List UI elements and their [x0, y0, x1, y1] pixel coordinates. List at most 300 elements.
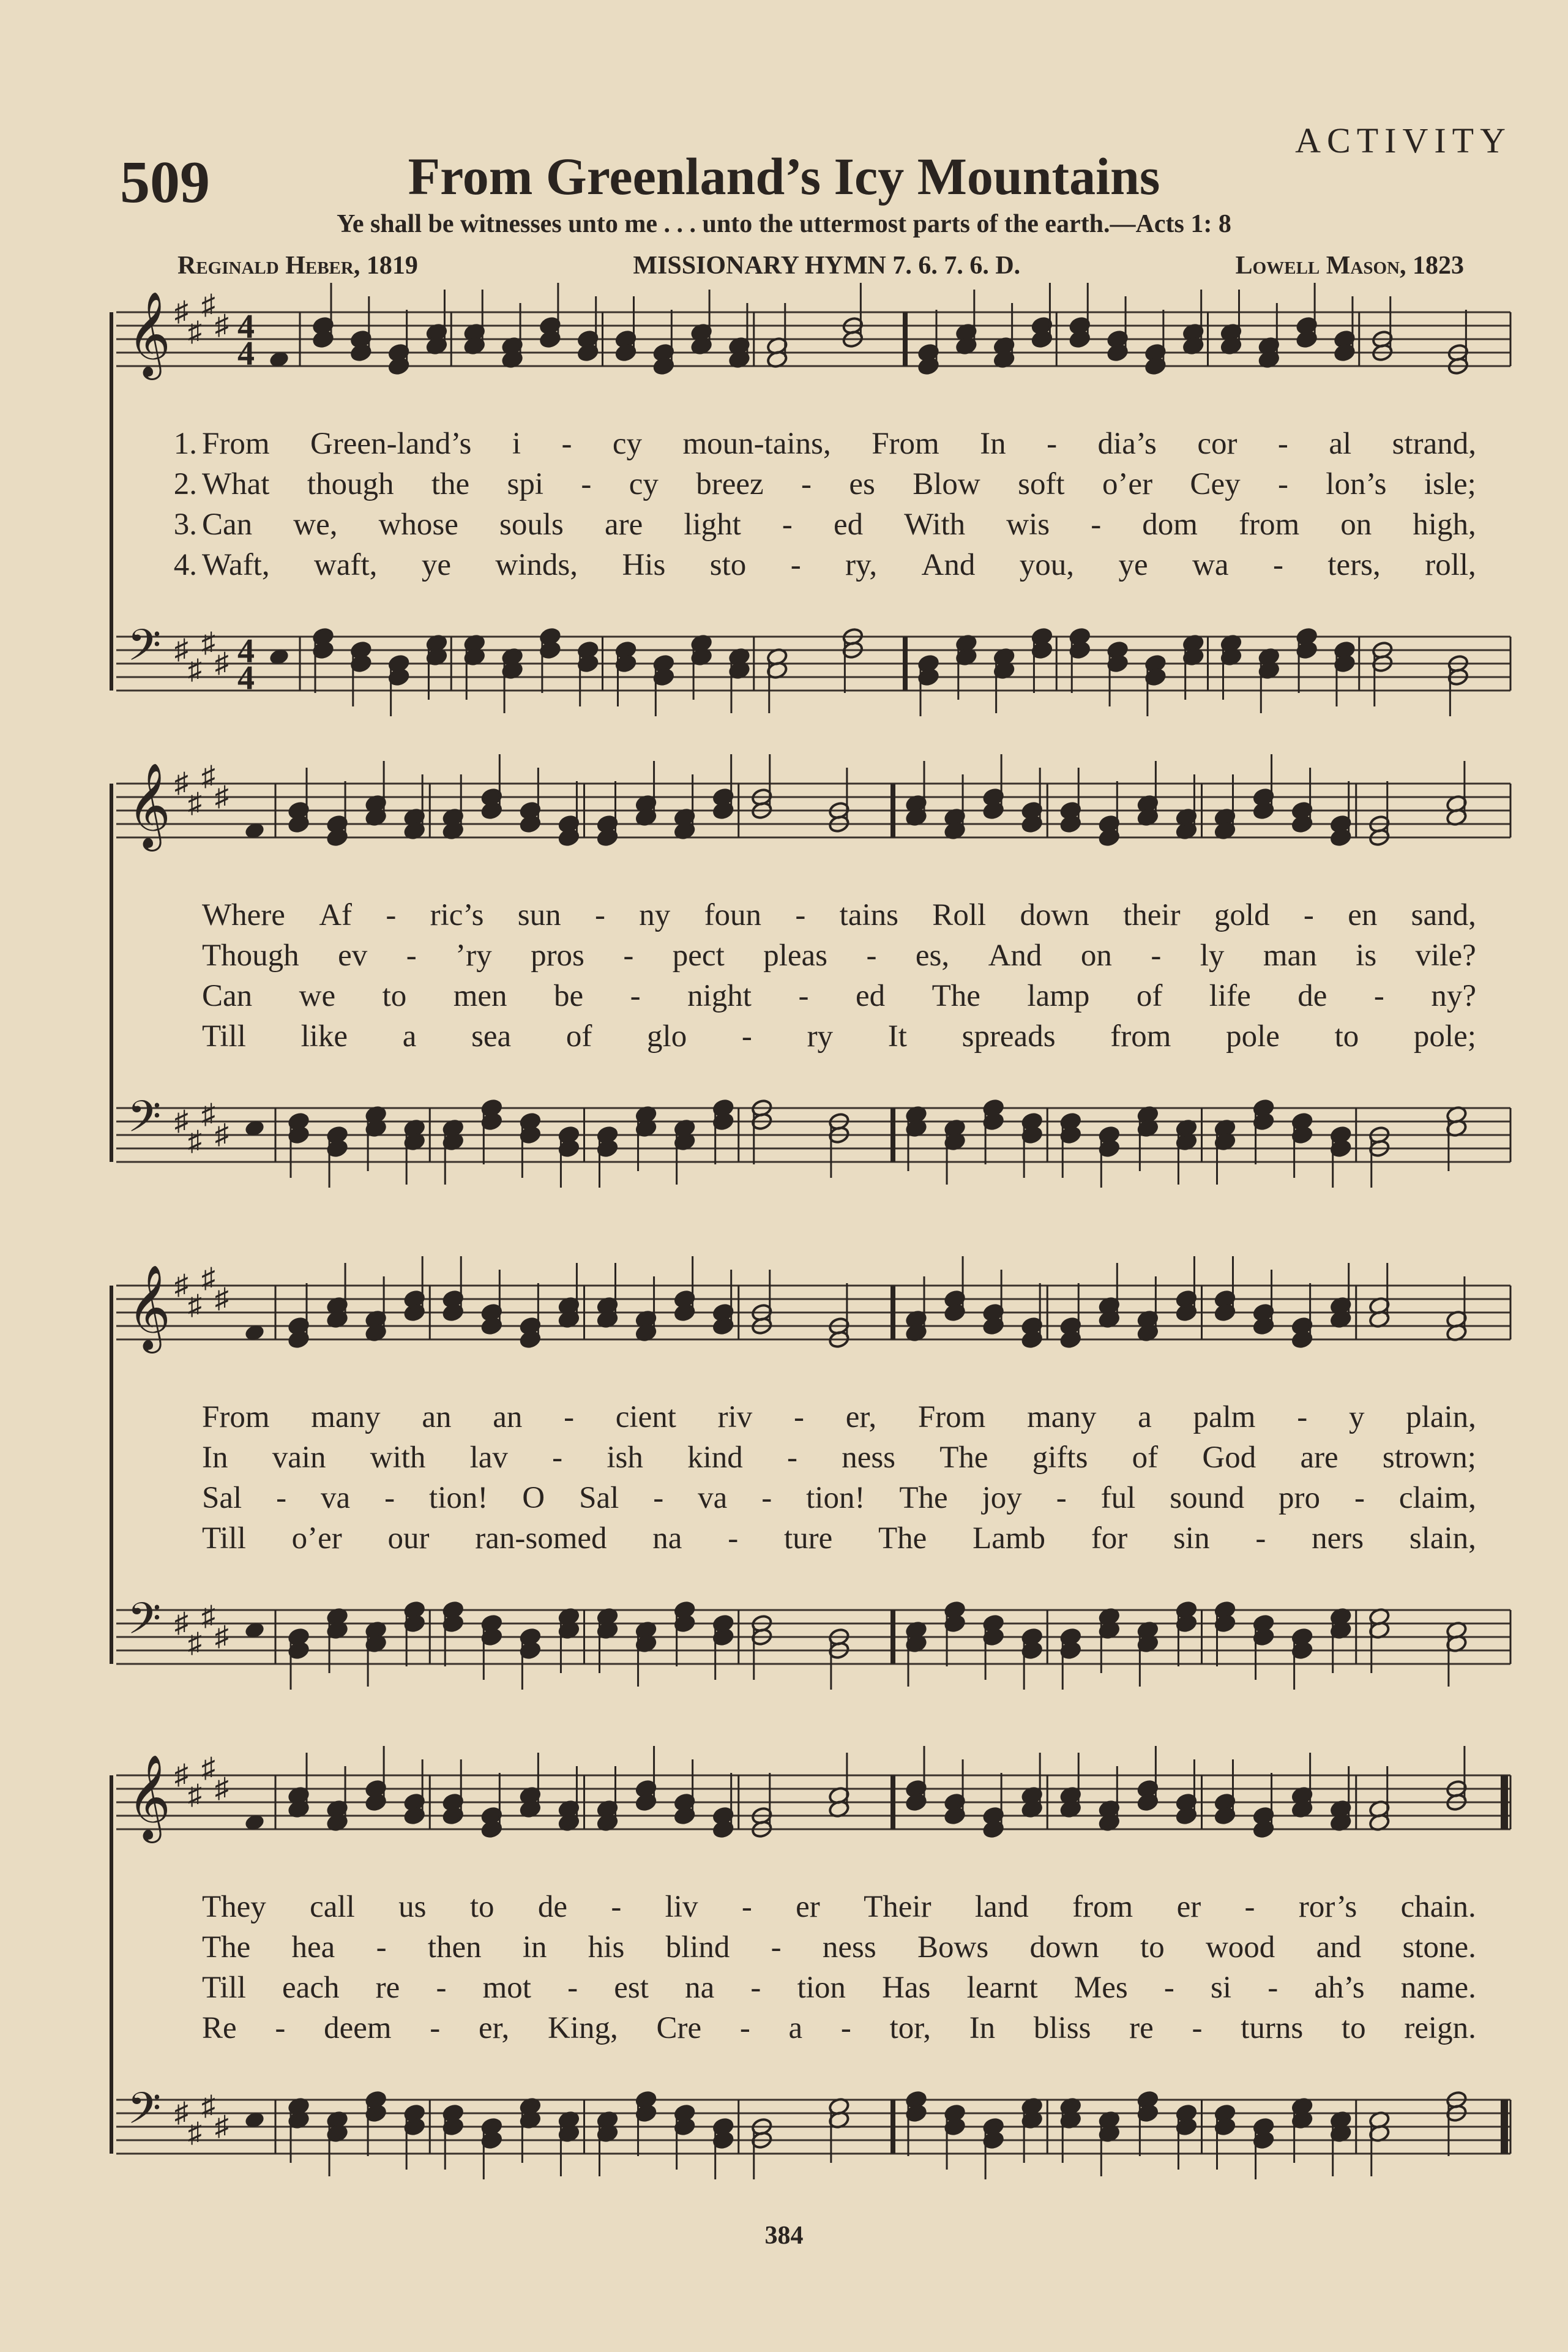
lyric-syllable: glo	[647, 1019, 687, 1054]
lyric-syllable: re	[375, 1971, 400, 2005]
lyric-syllable: Till	[202, 1521, 246, 1556]
lyric-syllable: soft	[1018, 467, 1065, 501]
lyric-syllable: ry	[807, 1019, 834, 1054]
lyric-syllable: The	[931, 979, 980, 1013]
lyric-syllable: Till	[202, 1019, 246, 1054]
lyric-syllable: de	[1297, 979, 1327, 1013]
lyric-syllable: -	[376, 1930, 387, 1964]
lyric-line	[173, 504, 1476, 545]
bass-staff	[116, 1092, 1510, 1188]
sharp-icon: ♯	[215, 1283, 229, 1314]
lyric-syllable: turns	[1241, 2011, 1304, 2045]
lyric-syllable: pro	[1279, 1481, 1321, 1515]
lyric-syllable: God	[1202, 1440, 1256, 1475]
lyric-syllable: many	[1027, 1400, 1097, 1434]
lyric-syllable: tion	[797, 1971, 846, 2005]
lyric-syllable: They	[202, 1890, 266, 1924]
lyric-syllable: ny?	[1431, 979, 1476, 1013]
lyric-syllable: call	[310, 1890, 355, 1924]
lyric-syllable: sun	[517, 898, 561, 932]
lyric-syllable: From	[202, 1400, 270, 1434]
lyric-syllable: And	[988, 938, 1042, 973]
bass-notes	[244, 1601, 1468, 1690]
sharp-icon: ♯	[201, 760, 215, 792]
lyric-syllable: ness	[842, 1440, 896, 1475]
lyric-syllable: joy	[982, 1481, 1022, 1515]
lyric-syllable: -	[795, 898, 806, 932]
sharp-icon: ♯	[174, 1105, 189, 1136]
lyric-syllable: breez	[696, 467, 764, 501]
lyric-syllable: an	[422, 1400, 452, 1434]
lyric-syllable: wis	[1006, 507, 1050, 542]
lyric-line	[202, 1518, 1476, 1559]
lyric-syllable: gifts	[1032, 1440, 1088, 1475]
composer-credit: Lowell Mason, 1823	[1235, 252, 1464, 280]
lyric-syllable: Re	[202, 2011, 237, 2045]
lyric-syllable: tor,	[889, 2011, 931, 2045]
lyric-syllable: cy	[612, 427, 643, 461]
lyric-syllable: lon’s	[1326, 467, 1387, 501]
lyric-syllable: -	[801, 467, 812, 501]
sharp-icon: ♯	[215, 1620, 229, 1652]
lyric-syllable: sin	[1173, 1521, 1210, 1556]
lyric-syllable: roll,	[1425, 548, 1476, 582]
lyric-syllable: With	[904, 507, 966, 542]
lyric-syllable: -	[564, 1400, 575, 1434]
treble-staff	[116, 1256, 1510, 1354]
lyric-syllable: -	[567, 1971, 578, 2005]
lyric-syllable: to	[1341, 2011, 1366, 2045]
lyric-syllable: vain	[272, 1440, 326, 1475]
lyric-syllable: Green-land’s	[310, 427, 472, 461]
lyric-syllable: -	[741, 1890, 752, 1924]
lyric-syllable: The	[878, 1521, 927, 1556]
lyric-syllable: cy	[629, 467, 659, 501]
bass-notes	[244, 1099, 1468, 1188]
lyric-syllable: tion!	[429, 1481, 488, 1515]
lyric-syllable: pole	[1226, 1019, 1280, 1054]
lyric-syllable: ric’s	[430, 898, 484, 932]
lyric-syllable: kind	[687, 1440, 743, 1475]
lyric-syllable: lav	[469, 1440, 508, 1475]
lyric-syllable: wa	[1192, 548, 1229, 582]
lyric-syllable: -	[1354, 1481, 1365, 1515]
bass-clef-icon: 𝄢	[127, 1594, 162, 1655]
lyric-syllable: From	[917, 1400, 986, 1434]
scripture-epigraph: Ye shall be witnesses unto me . . . unto the uttermost parts of the earth.—Acts 1: 8	[337, 210, 1231, 238]
lyric-syllable: -	[771, 1930, 782, 1964]
lyric-syllable: ye	[421, 548, 451, 582]
lyric-line	[202, 1437, 1476, 1478]
lyrics-block	[202, 895, 1476, 1057]
lyric-syllable: -	[866, 938, 877, 973]
lyric-syllable: learnt	[966, 1971, 1038, 2005]
sharp-icon: ♯	[174, 2097, 189, 2128]
treble-notes	[268, 283, 1469, 375]
lyric-syllable: plain,	[1406, 1400, 1476, 1434]
lyric-syllable: al	[1329, 427, 1352, 461]
lyric-syllable: Where	[202, 898, 285, 932]
lyric-syllable: moun-tains,	[682, 427, 831, 461]
lyric-syllable: a	[788, 2011, 803, 2045]
lyric-syllable: dom	[1142, 507, 1198, 542]
lyric-syllable: be	[554, 979, 584, 1013]
lyric-syllable: Roll	[932, 898, 987, 932]
lyric-syllable: -	[1056, 1481, 1067, 1515]
lyric-syllable: ed	[834, 507, 864, 542]
bass-staff	[116, 1594, 1510, 1690]
sharp-icon: ♯	[174, 1269, 189, 1300]
sharp-icon: ♯	[174, 296, 189, 327]
lyric-syllable: our	[387, 1521, 430, 1556]
lyric-syllable: to	[1140, 1930, 1165, 1964]
lyric-syllable: -	[384, 1481, 395, 1515]
lyric-syllable: lamp	[1027, 979, 1090, 1013]
treble-notes	[244, 1256, 1468, 1349]
lyric-syllable: pect	[672, 938, 725, 973]
lyric-syllable: sto	[709, 548, 747, 582]
sharp-icon: ♯	[174, 634, 189, 665]
lyric-syllable: pleas	[763, 938, 827, 973]
lyric-syllable: to	[469, 1890, 495, 1924]
lyric-syllable: on	[1080, 938, 1112, 973]
sharp-icon: ♯	[201, 1098, 215, 1129]
treble-staff	[116, 754, 1510, 852]
lyric-line	[202, 1968, 1476, 2008]
lyric-syllable: re	[1129, 2011, 1154, 2045]
lyric-syllable: dia’s	[1097, 427, 1157, 461]
lyric-syllable: -	[761, 1481, 772, 1515]
lyric-syllable: ly	[1200, 938, 1225, 973]
sharp-icon: ♯	[174, 1759, 189, 1790]
lyric-syllable: Sal	[202, 1481, 242, 1515]
lyric-syllable: cient	[615, 1400, 676, 1434]
lyric-syllable: deem	[324, 2011, 392, 2045]
sharp-icon: ♯	[188, 1125, 202, 1156]
lyric-syllable: and	[1316, 1930, 1362, 1964]
sharp-icon: ♯	[174, 1607, 189, 1638]
lyric-syllable: In	[202, 1440, 228, 1475]
lyric-syllable: Their	[864, 1890, 931, 1924]
treble-clef-icon: 𝄞	[127, 763, 171, 848]
lyric-syllable: -	[623, 938, 634, 973]
lyric-syllable: then	[427, 1930, 482, 1964]
lyric-syllable: ye	[1118, 548, 1148, 582]
lyric-syllable: est	[614, 1971, 649, 2005]
lyric-syllable: ful	[1100, 1481, 1136, 1515]
lyric-syllable: er	[796, 1890, 820, 1924]
lyric-syllable: -	[561, 427, 572, 461]
tune-name: MISSIONARY HYMN 7. 6. 7. 6. D.	[633, 252, 1021, 280]
lyric-syllable: to	[1334, 1019, 1359, 1054]
lyric-syllable: their	[1123, 898, 1181, 932]
lyric-line	[202, 1478, 1476, 1518]
treble-clef-icon: 𝄞	[127, 291, 171, 376]
lyric-syllable: It	[887, 1019, 907, 1054]
lyric-line	[202, 976, 1476, 1016]
lyric-syllable: ners	[1312, 1521, 1364, 1556]
lyric-syllable: gold	[1214, 898, 1270, 932]
lyric-syllable: down	[1029, 1930, 1099, 1964]
lyric-syllable: o’er	[291, 1521, 342, 1556]
time-signature: 4	[237, 659, 255, 697]
sharp-icon: ♯	[215, 309, 229, 340]
lyric-syllable: The	[202, 1930, 251, 1964]
lyric-syllable: spreads	[961, 1019, 1056, 1054]
lyric-syllable: His	[622, 548, 666, 582]
lyric-syllable: ran-somed	[475, 1521, 607, 1556]
lyric-syllable: na	[652, 1521, 682, 1556]
sharp-icon: ♯	[201, 1600, 215, 1631]
lyric-syllable: of	[566, 1019, 592, 1054]
lyric-syllable: -	[653, 1481, 664, 1515]
verse-number: 1.	[173, 427, 197, 461]
sharp-icon: ♯	[215, 2110, 229, 2141]
lyric-line	[202, 895, 1476, 935]
lyric-syllable: tion!	[806, 1481, 865, 1515]
lyric-syllable: ror’s	[1298, 1890, 1357, 1924]
lyric-syllable: wood	[1205, 1930, 1275, 1964]
lyric-syllable: ness	[822, 1930, 876, 1964]
lyrics-block	[173, 424, 1476, 585]
lyric-syllable: de	[537, 1890, 567, 1924]
lyric-syllable: -	[1303, 898, 1314, 932]
bass-clef-icon: 𝄢	[127, 2083, 162, 2144]
lyric-syllable: Lamb	[973, 1521, 1046, 1556]
sharp-icon: ♯	[201, 1752, 215, 1783]
lyric-syllable: from	[1110, 1019, 1171, 1054]
lyric-syllable: -	[1192, 2011, 1203, 2045]
lyric-syllable: en	[1348, 898, 1378, 932]
verse-number: 3.	[173, 507, 197, 542]
lyric-syllable: ah’s	[1314, 1971, 1365, 2005]
sharp-icon: ♯	[188, 1779, 202, 1810]
lyric-syllable: -	[1244, 1890, 1255, 1924]
lyric-syllable: ture	[783, 1521, 833, 1556]
lyric-syllable: -	[386, 898, 397, 932]
lyric-syllable: ed	[855, 979, 886, 1013]
lyric-syllable: -	[741, 1019, 752, 1054]
sharp-icon: ♯	[201, 627, 215, 658]
lyric-syllable: hea	[291, 1930, 335, 1964]
treble-notes	[244, 754, 1468, 847]
lyric-syllable: er,	[845, 1400, 877, 1434]
lyric-syllable: stone.	[1402, 1930, 1476, 1964]
lyric-syllable: like	[301, 1019, 348, 1054]
lyric-syllable: From	[202, 427, 270, 461]
sharp-icon: ♯	[201, 1262, 215, 1294]
lyric-syllable: er,	[478, 2011, 510, 2045]
lyric-syllable: pole;	[1413, 1019, 1476, 1054]
lyric-syllable: -	[798, 979, 809, 1013]
lyric-syllable: The	[899, 1481, 948, 1515]
lyric-syllable: sea	[471, 1019, 512, 1054]
sharp-icon: ♯	[215, 1772, 229, 1803]
time-signature: 4	[237, 308, 255, 346]
lyric-syllable: o’er	[1102, 467, 1153, 501]
lyric-syllable: Sal	[579, 1481, 619, 1515]
lyric-syllable: with	[370, 1440, 426, 1475]
lyric-syllable: men	[453, 979, 507, 1013]
lyric-syllable: night	[687, 979, 752, 1013]
lyric-syllable: isle;	[1424, 467, 1476, 501]
lyric-syllable: The	[939, 1440, 988, 1475]
lyric-syllable: -	[739, 2011, 750, 2045]
lyric-syllable: In	[969, 2011, 996, 2045]
sharp-icon: ♯	[188, 1627, 202, 1658]
lyric-syllable: vile?	[1415, 938, 1476, 973]
lyric-syllable: liv	[665, 1890, 698, 1924]
lyric-syllable: -	[1255, 1521, 1266, 1556]
lyric-syllable: -	[1151, 938, 1162, 973]
lyric-syllable: Af	[319, 898, 353, 932]
lyric-syllable: Bows	[917, 1930, 989, 1964]
lyric-syllable: of	[1136, 979, 1163, 1013]
lyric-syllable: -	[1267, 1971, 1279, 2005]
author-credit: Reginald Heber, 1819	[177, 252, 418, 280]
lyric-syllable: -	[552, 1440, 563, 1475]
lyric-syllable: ters,	[1327, 548, 1381, 582]
lyric-line	[202, 935, 1476, 976]
lyric-line	[173, 424, 1476, 464]
lyric-syllable: i	[512, 427, 521, 461]
lyric-syllable: O	[522, 1481, 545, 1515]
sharp-icon: ♯	[215, 647, 229, 678]
verse-number: 2.	[173, 467, 197, 501]
lyric-syllable: high,	[1413, 507, 1476, 542]
lyric-syllable: -	[611, 1890, 622, 1924]
bass-notes	[268, 627, 1469, 716]
lyric-line	[173, 545, 1476, 585]
lyric-syllable: foun	[704, 898, 762, 932]
lyric-syllable: reign.	[1404, 2011, 1476, 2045]
lyric-syllable: we	[299, 979, 336, 1013]
lyric-syllable: whose	[378, 507, 458, 542]
lyric-syllable: -	[1277, 427, 1288, 461]
bass-clef-icon: 𝄢	[127, 1092, 162, 1153]
lyric-syllable: many	[311, 1400, 381, 1434]
lyric-syllable: -	[1277, 467, 1288, 501]
sharp-icon: ♯	[188, 654, 202, 685]
treble-staff	[116, 1746, 1510, 1843]
lyric-syllable: a	[1138, 1400, 1152, 1434]
treble-staff	[116, 283, 1510, 380]
lyric-syllable: Blow	[913, 467, 980, 501]
lyric-syllable: es	[849, 467, 875, 501]
lyric-line	[202, 1397, 1476, 1437]
lyric-syllable: sound	[1170, 1481, 1245, 1515]
lyric-syllable: ny	[639, 898, 671, 932]
lyric-syllable: an	[493, 1400, 523, 1434]
lyric-syllable: -	[1047, 427, 1058, 461]
lyric-syllable: er	[1176, 1890, 1201, 1924]
lyric-syllable: chain.	[1400, 1890, 1476, 1924]
bass-notes	[244, 2091, 1468, 2179]
lyric-syllable: -	[750, 1971, 761, 2005]
lyric-syllable: each	[282, 1971, 340, 2005]
bass-staff	[116, 2083, 1510, 2179]
lyric-syllable: Can	[202, 507, 253, 542]
sharp-icon: ♯	[188, 787, 202, 818]
lyric-syllable: claim,	[1398, 1481, 1476, 1515]
lyric-syllable: pros	[531, 938, 584, 973]
lyric-syllable: name.	[1400, 1971, 1476, 2005]
sharp-icon: ♯	[188, 2117, 202, 2148]
lyric-syllable: though	[307, 467, 394, 501]
lyrics-block	[202, 1887, 1476, 2048]
hymn-title: From Greenland’s Icy Mountains	[408, 147, 1160, 206]
sharp-icon: ♯	[188, 316, 202, 347]
lyric-syllable: man	[1263, 938, 1317, 973]
lyric-syllable: are	[1300, 1440, 1338, 1475]
lyric-syllable: ’ry	[455, 938, 492, 973]
lyric-syllable: Has	[882, 1971, 931, 2005]
lyric-line	[202, 2008, 1476, 2048]
lyric-syllable: -	[1272, 548, 1283, 582]
sharp-icon: ♯	[188, 1289, 202, 1320]
lyric-syllable: sand,	[1411, 898, 1476, 932]
lyric-syllable: va	[321, 1481, 351, 1515]
lyric-syllable: is	[1356, 938, 1377, 973]
lyric-syllable: ev	[338, 938, 368, 973]
lyric-syllable: es,	[915, 938, 950, 973]
lyric-syllable: to	[382, 979, 407, 1013]
lyric-syllable: -	[794, 1400, 805, 1434]
lyric-syllable: -	[276, 1481, 287, 1515]
lyric-syllable: -	[430, 2011, 441, 2045]
lyric-syllable: for	[1091, 1521, 1128, 1556]
lyric-syllable: -	[782, 507, 793, 542]
lyric-syllable: us	[398, 1890, 427, 1924]
lyric-syllable: Though	[202, 938, 299, 973]
lyric-syllable: Till	[202, 1971, 246, 2005]
sharp-icon: ♯	[201, 2090, 215, 2121]
sharp-icon: ♯	[215, 781, 229, 812]
lyrics-block	[202, 1397, 1476, 1559]
lyric-line	[202, 1927, 1476, 1968]
sharp-icon: ♯	[201, 289, 215, 320]
lyric-syllable: of	[1132, 1440, 1159, 1475]
lyric-line	[173, 464, 1476, 504]
lyric-syllable: Mes	[1073, 1971, 1128, 2005]
lyric-syllable: -	[840, 2011, 851, 2045]
lyric-syllable: ry,	[845, 548, 878, 582]
lyric-syllable: -	[581, 467, 592, 501]
lyric-syllable: riv	[717, 1400, 753, 1434]
lyric-syllable: slain,	[1409, 1521, 1476, 1556]
lyric-syllable: blind	[665, 1930, 730, 1964]
lyric-syllable: -	[436, 1971, 447, 2005]
lyric-syllable: from	[1072, 1890, 1133, 1924]
lyric-syllable: bliss	[1033, 2011, 1091, 2045]
treble-clef-icon: 𝄞	[127, 1755, 171, 1840]
lyric-syllable: -	[275, 2011, 286, 2045]
lyric-syllable: What	[202, 467, 270, 501]
page-number: 384	[764, 2222, 804, 2250]
lyric-syllable: from	[1239, 507, 1300, 542]
bass-staff	[116, 620, 1510, 716]
lyric-syllable: King,	[548, 2011, 618, 2045]
lyric-syllable: -	[1163, 1971, 1174, 2005]
lyric-syllable: life	[1209, 979, 1251, 1013]
lyric-syllable: waft,	[314, 548, 378, 582]
treble-clef-icon: 𝄞	[127, 1265, 171, 1350]
lyric-syllable: mot	[482, 1971, 531, 2005]
lyric-syllable: light	[684, 507, 741, 542]
lyric-syllable: tains	[839, 898, 898, 932]
lyric-syllable: the	[431, 467, 470, 501]
lyric-syllable: strand,	[1392, 427, 1476, 461]
